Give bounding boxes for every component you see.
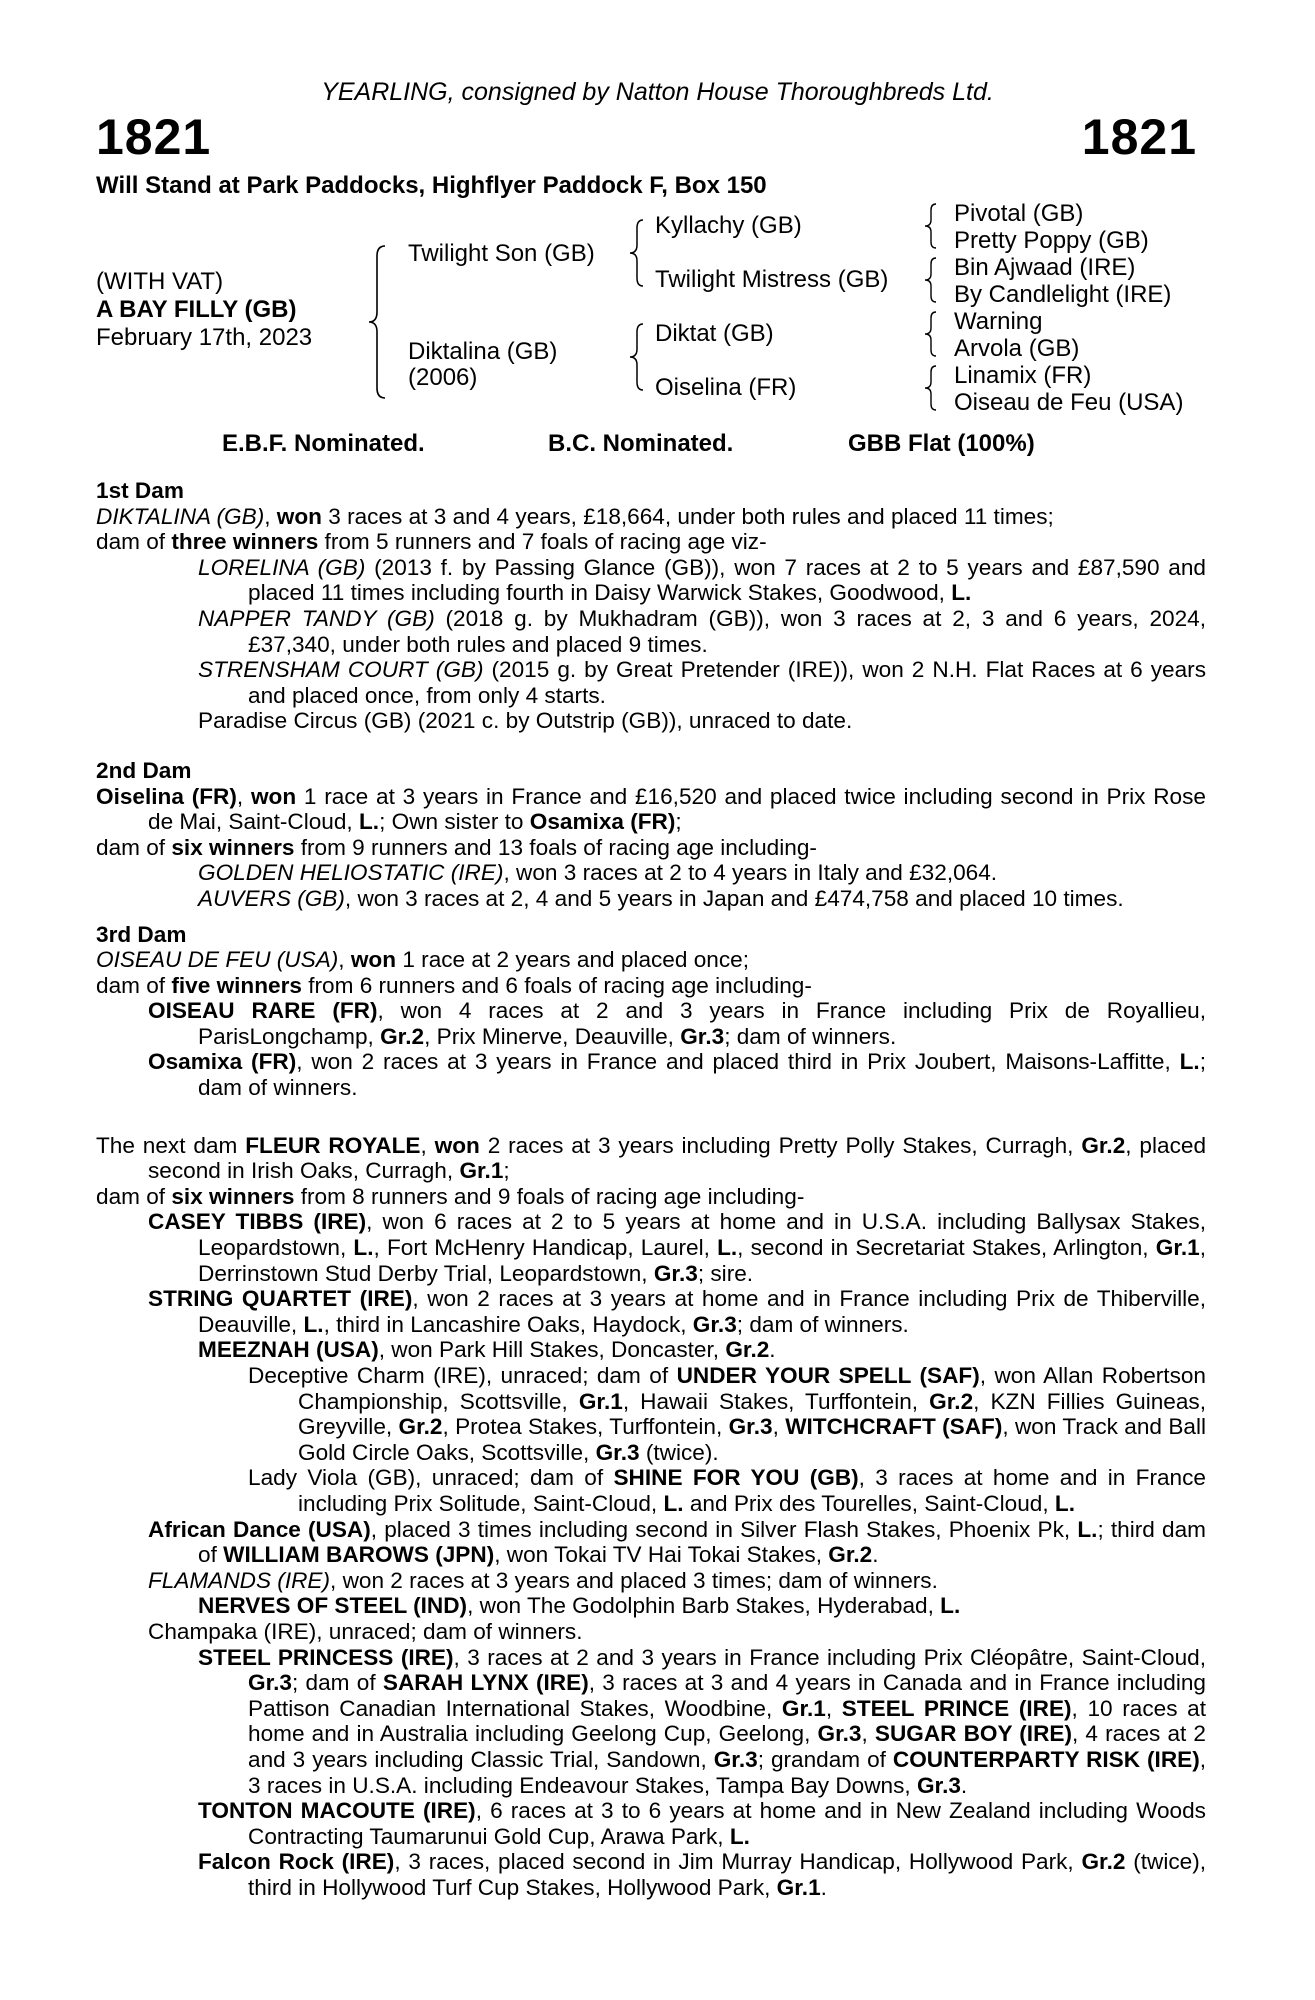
progeny-name: STEEL PRINCESS (IRE) — [198, 1644, 454, 1670]
text-fragment: ; sire. — [697, 1260, 754, 1286]
gbb-flat: GBB Flat (100%) — [848, 430, 1035, 457]
dam-year: (2006) — [408, 364, 478, 391]
text-fragment: , 3 races at 3 and 4 years in Canada and in France including Pattison Canadian International Stakes, Woodbine, — [248, 1670, 1206, 1721]
text-fragment: (twice), third in Hollywood Turf Cup Stakes, Hollywood Park, — [248, 1849, 1207, 1900]
text-fragment: (2015 g. by Great Pretender (IRE)), won 2 N.H. Flat Races at 6 years and placed once, from only 4 starts. — [248, 657, 1206, 708]
grade-label: Gr.1 — [1155, 1235, 1200, 1261]
text-fragment: . — [872, 1542, 879, 1568]
next-dam-line-1 — [96, 1133, 1206, 1184]
produce-tonton-macoute — [96, 1798, 1206, 1849]
progeny-name: Falcon Rock (IRE) — [198, 1849, 395, 1875]
dam-name: Diktalina (GB) — [408, 338, 558, 365]
next-dam-name: FLEUR ROYALE — [245, 1132, 421, 1158]
text-fragment: , third in Lancashire Oaks, Haydock, — [323, 1311, 693, 1337]
text-fragment: and Prix des Tourelles, Saint-Cloud, — [683, 1490, 1055, 1516]
produce-lorelina — [96, 555, 1206, 606]
text-fragment: , Protea Stakes, Turffontein, — [442, 1414, 729, 1440]
gen3-pretty-poppy: Pretty Poppy (GB) — [954, 227, 1149, 254]
gen3-arvola: Arvola (GB) — [954, 335, 1080, 362]
text-fragment: , — [420, 1132, 435, 1158]
progeny-name: SHINE FOR YOU (GB) — [613, 1465, 859, 1491]
second-dam-line-2 — [96, 835, 1206, 861]
listed-label: L. — [303, 1311, 324, 1337]
text-fragment: , won 6 races at 2 to 5 years at home and in U.S.A. including Ballysax Stakes, Leopardstown, — [198, 1209, 1206, 1261]
second-dam-line-1 — [96, 784, 1206, 835]
sister-name: Osamixa (FR) — [529, 809, 676, 835]
produce-champaka: Champaka (IRE), unraced; dam of winners. — [148, 1618, 583, 1644]
winners-count: six winners — [171, 1183, 295, 1209]
grade-label: Gr.3 — [692, 1311, 737, 1337]
text-fragment: , — [338, 947, 351, 973]
brace-gen3-1 — [922, 202, 938, 250]
listed-label: L. — [663, 1490, 684, 1516]
text-fragment: , won Allan Robertson Championship, Scottsville, — [298, 1363, 1206, 1414]
sire-dam: Twilight Mistress (GB) — [655, 266, 889, 293]
grade-label: Gr.2 — [1081, 1132, 1126, 1158]
text-fragment: , 3 races at home and in France including Prix Solitude, Saint-Cloud, — [298, 1465, 1206, 1516]
second-dam-name: Oiselina (FR) — [96, 783, 237, 809]
progeny-name: UNDER YOUR SPELL (SAF) — [676, 1363, 980, 1388]
text-fragment: ; dam of winners. — [736, 1311, 909, 1337]
produce-napper-tandy — [96, 606, 1206, 657]
text-fragment: , KZN Fillies Guineas, Greyville, — [298, 1388, 1206, 1440]
grade-label: Gr.2 — [725, 1337, 770, 1363]
grade-label: Gr.2 — [1081, 1849, 1126, 1875]
text-fragment: , 10 races at home and in Australia including Geelong Cup, Geelong, — [248, 1695, 1206, 1747]
brace-sire — [627, 218, 645, 288]
text-fragment: The next dam — [96, 1132, 246, 1158]
listed-label: L. — [951, 580, 972, 606]
gen3-warning: Warning — [954, 308, 1043, 335]
text-fragment: Lady Viola (GB), unraced; dam of — [248, 1465, 614, 1491]
gen3-oiseau-de-feu: Oiseau de Feu (USA) — [954, 389, 1184, 416]
produce-lady-viola — [96, 1465, 1206, 1516]
text-fragment: , 6 races at 3 to 6 years at home and in New Zealand including Woods Contracting Taumarunui Gold Cup, Arawa Park, — [248, 1798, 1206, 1849]
text-fragment: , Prix Minerve, Deauville, — [424, 1023, 681, 1049]
first-dam-line-1 — [96, 504, 1206, 530]
won-label: won — [350, 947, 397, 973]
grade-label: Gr.1 — [578, 1388, 623, 1414]
text-fragment: ; — [503, 1158, 510, 1184]
grade-label: Gr.3 — [713, 1746, 758, 1772]
text-fragment: , won Track and Ball Gold Circle Oaks, Scottsville, — [298, 1414, 1206, 1465]
lot-number-right: 1821 — [1081, 109, 1197, 165]
progeny-name: WITCHCRAFT (SAF) — [785, 1414, 1003, 1440]
brace-gen3-3 — [922, 310, 938, 358]
progeny-name: STRENSHAM COURT (GB) — [198, 657, 484, 683]
gen3-linamix: Linamix (FR) — [954, 362, 1092, 389]
text-fragment: , placed 3 times including second in Silver Flash Stakes, Phoenix Pk, — [370, 1516, 1078, 1542]
ebf-nomination: E.B.F. Nominated. — [222, 430, 425, 457]
listed-label: L. — [1054, 1490, 1075, 1516]
stand-location: Will Stand at Park Paddocks, Highflyer Paddock F, Box 150 — [96, 172, 767, 199]
produce-oiseau-rare — [96, 998, 1206, 1049]
sire-sire: Kyllachy (GB) — [655, 212, 802, 239]
grade-label: Gr.2 — [380, 1023, 425, 1049]
grade-label: Gr.1 — [776, 1874, 821, 1900]
grade-label: Gr.3 — [595, 1439, 640, 1465]
text-fragment: 1 race at 3 years in France and £16,520 and placed twice including second in Prix Rose de Mai, Saint-Cloud, — [148, 783, 1206, 835]
winners-count: six winners — [171, 834, 295, 860]
grade-label: Gr.3 — [728, 1414, 773, 1440]
text-fragment: , won 3 races at 2, 4 and 5 years in Japan and £474,758 and placed 10 times. — [344, 885, 1124, 911]
produce-casey-tibbs — [96, 1209, 1206, 1286]
produce-string-quartet — [96, 1286, 1206, 1337]
text-fragment: ; Own sister to — [379, 809, 530, 835]
listed-label: L. — [717, 1235, 738, 1261]
produce-steel-princess — [96, 1645, 1206, 1799]
progeny-name: WILLIAM BAROWS (JPN) — [223, 1542, 495, 1568]
text-fragment: dam of — [96, 972, 172, 998]
text-fragment: , placed second in Irish Oaks, Curragh, — [148, 1132, 1207, 1184]
text-fragment: ; dam of winners. — [198, 1049, 1206, 1101]
grade-label: Gr.1 — [781, 1695, 826, 1721]
progeny-name: GOLDEN HELIOSTATIC (IRE) — [198, 860, 504, 886]
listed-label: L. — [1077, 1516, 1098, 1542]
listed-label: L. — [729, 1823, 750, 1849]
produce-nerves-of-steel — [96, 1593, 1206, 1619]
gen3-bin-ajwaad: Bin Ajwaad (IRE) — [954, 254, 1136, 281]
progeny-name: MEEZNAH (USA) — [198, 1337, 379, 1363]
listed-label: L. — [940, 1593, 961, 1619]
bc-nomination: B.C. Nominated. — [548, 430, 734, 457]
produce-auvers — [96, 886, 1206, 912]
progeny-name: TONTON MACOUTE (IRE) — [198, 1798, 476, 1824]
listed-label: L. — [1179, 1049, 1200, 1075]
grade-label: Gr.2 — [929, 1388, 974, 1414]
text-fragment: from 6 runners and 6 foals of racing age including- — [301, 972, 812, 998]
text-fragment: , won Park Hill Stakes, Doncaster, — [378, 1337, 726, 1363]
text-fragment: , — [861, 1721, 875, 1747]
progeny-name: COUNTERPARTY RISK (IRE) — [892, 1746, 1200, 1772]
text-fragment: . — [960, 1772, 968, 1798]
progeny-name: SUGAR BOY (IRE) — [874, 1721, 1072, 1747]
produce-record — [96, 478, 1206, 1900]
text-fragment: ; third dam of — [198, 1516, 1206, 1568]
grade-label: Gr.3 — [680, 1023, 725, 1049]
text-fragment: , — [825, 1695, 842, 1721]
progeny-name: OISEAU RARE (FR) — [148, 998, 378, 1024]
progeny-name: Osamixa (FR) — [148, 1049, 297, 1075]
grade-label: Gr.2 — [398, 1414, 443, 1440]
vat-note: (WITH VAT) — [96, 268, 224, 295]
text-fragment: 2 races at 3 years including Pretty Polly Stakes, Curragh, — [479, 1132, 1082, 1158]
brace-gen3-4 — [922, 364, 938, 412]
text-fragment: , — [236, 783, 251, 809]
progeny-name: FLAMANDS (IRE) — [148, 1567, 331, 1593]
text-fragment: , second in Secretariat Stakes, Arlington, — [737, 1235, 1156, 1261]
text-fragment: , — [264, 503, 277, 529]
text-fragment: (2013 f. by Passing Glance (GB)), won 7 races at 2 to 5 years and £87,590 and placed 11 times including fourth in Daisy Warwick Stakes, Goodwood, — [248, 554, 1206, 606]
text-fragment: , Hawaii Stakes, Turffontein, — [622, 1388, 930, 1414]
text-fragment: Deceptive Charm (IRE), unraced; dam of — [248, 1363, 677, 1388]
grade-label: Gr.2 — [828, 1542, 873, 1568]
gen3-pivotal: Pivotal (GB) — [954, 200, 1084, 227]
text-fragment: (2018 g. by Mukhadram (GB)), won 3 races at 2, 3 and 6 years, 2024, £37,340, under both rules and placed 9 times. — [248, 605, 1206, 657]
produce-african-dance — [96, 1517, 1206, 1568]
progeny-name: NAPPER TANDY (GB) — [198, 605, 435, 631]
produce-strensham-court — [96, 657, 1206, 708]
sire-name: Twilight Son (GB) — [408, 240, 595, 267]
progeny-name: SARAH LYNX (IRE) — [382, 1670, 589, 1696]
gen3-by-candlelight: By Candlelight (IRE) — [954, 281, 1172, 308]
text-fragment: , won 2 races at 3 years in France and placed third in Prix Joubert, Maisons-Laffitte, — [296, 1049, 1180, 1075]
progeny-name: LORELINA (GB) — [198, 554, 366, 580]
next-dam-line-2 — [96, 1184, 1206, 1210]
listed-label: L. — [358, 809, 380, 835]
text-fragment: ; dam of winners. — [724, 1023, 897, 1049]
dam-sire: Diktat (GB) — [655, 320, 774, 347]
produce-meeznah — [96, 1337, 1206, 1363]
pedigree-table — [0, 200, 1315, 430]
produce-flamands — [96, 1568, 1206, 1594]
won-label: won — [250, 783, 297, 809]
progeny-name: NERVES OF STEEL (IND) — [198, 1593, 468, 1619]
produce-golden-heliostatic — [96, 860, 1206, 886]
text-fragment: , 3 races in U.S.A. including Endeavour Stakes, Tampa Bay Downs, — [248, 1746, 1207, 1798]
progeny-name: STEEL PRINCE (IRE) — [841, 1695, 1072, 1721]
third-dam-name: OISEAU DE FEU (USA) — [96, 947, 339, 973]
third-dam-line-1 — [96, 947, 1206, 973]
grade-label: Gr.3 — [653, 1260, 698, 1286]
produce-paradise-circus: Paradise Circus (GB) (2021 c. by Outstrip (GB)), unraced to date. — [198, 708, 853, 734]
text-fragment: , won 4 races at 2 and 3 years in France including Prix de Royallieu, ParisLongchamp, — [198, 998, 1206, 1049]
progeny-name: STRING QUARTET (IRE) — [148, 1286, 413, 1312]
text-fragment: , 4 races at 2 and 3 years including Classic Trial, Sandown, — [248, 1721, 1206, 1772]
text-fragment: ; — [675, 809, 682, 835]
brace-main — [365, 244, 387, 400]
text-fragment: 1 race at 2 years and placed once; — [396, 947, 749, 973]
winners-count: three winners — [171, 529, 319, 555]
text-fragment: , won 3 races at 2 to 4 years in Italy and £32,064. — [503, 860, 998, 886]
text-fragment: , 3 races, placed second in Jim Murray Handicap, Hollywood Park, — [394, 1849, 1082, 1875]
horse-name: A BAY FILLY (GB) — [96, 296, 297, 323]
progeny-name: African Dance (USA) — [148, 1516, 371, 1542]
winners-count: five winners — [171, 972, 302, 998]
text-fragment: , Derrinstown Stud Derby Trial, Leopardstown, — [198, 1235, 1207, 1286]
text-fragment: from 9 runners and 13 foals of racing age including- — [294, 834, 817, 860]
produce-falcon-rock — [96, 1849, 1206, 1900]
lot-number-left: 1821 — [96, 109, 212, 165]
progeny-name: AUVERS (GB) — [198, 885, 345, 911]
dam-dam: Oiselina (FR) — [655, 374, 797, 401]
won-label: won — [276, 503, 322, 529]
grade-label: Gr.3 — [817, 1721, 862, 1747]
second-dam-heading: 2nd Dam — [96, 757, 192, 783]
text-fragment: , won The Godolphin Barb Stakes, Hyderabad, — [467, 1593, 941, 1619]
text-fragment: ; dam of — [291, 1670, 383, 1696]
first-dam-line-2 — [96, 529, 1206, 555]
text-fragment: ; grandam of — [757, 1746, 893, 1772]
progeny-name: CASEY TIBBS (IRE) — [148, 1209, 367, 1235]
brace-gen3-2 — [922, 256, 938, 304]
third-dam-heading: 3rd Dam — [96, 921, 187, 947]
text-fragment: dam of — [96, 529, 172, 555]
first-dam-name: DIKTALINA (GB) — [96, 503, 265, 529]
text-fragment: 3 races at 3 and 4 years, £18,664, under both rules and placed 11 times; — [321, 503, 1054, 529]
listed-label: L. — [353, 1235, 374, 1261]
consignor-line: YEARLING, consigned by Natton House Thoroughbreds Ltd. — [321, 78, 994, 106]
text-fragment: dam of — [96, 834, 172, 860]
grade-label: Gr.3 — [248, 1670, 292, 1696]
produce-osamixa — [96, 1049, 1206, 1100]
text-fragment: from 8 runners and 9 foals of racing age including- — [294, 1183, 805, 1209]
produce-deceptive-charm — [96, 1363, 1206, 1465]
text-fragment: , won 2 races at 3 years and placed 3 times; dam of winners. — [330, 1567, 938, 1593]
text-fragment: dam of — [96, 1183, 172, 1209]
text-fragment: , — [772, 1414, 786, 1440]
text-fragment: , Fort McHenry Handicap, Laurel, — [373, 1235, 718, 1261]
first-dam-heading: 1st Dam — [96, 478, 184, 503]
foaling-date: February 17th, 2023 — [96, 324, 313, 351]
text-fragment: from 5 runners and 7 foals of racing age viz- — [318, 529, 767, 555]
text-fragment: , won Tokai TV Hai Tokai Stakes, — [494, 1542, 829, 1568]
text-fragment: , won 2 races at 3 years at home and in France including Prix de Thiberville, Deauville, — [198, 1286, 1206, 1337]
won-label: won — [434, 1132, 480, 1158]
text-fragment: , 3 races at 2 and 3 years in France including Prix Cléopâtre, Saint-Cloud, — [453, 1644, 1206, 1670]
text-fragment: (twice). — [639, 1439, 719, 1465]
text-fragment: . — [820, 1874, 827, 1900]
text-fragment: . — [769, 1337, 776, 1363]
third-dam-line-2 — [96, 973, 1206, 999]
brace-dam — [627, 322, 645, 392]
grade-label: Gr.3 — [916, 1772, 961, 1798]
grade-label: Gr.1 — [459, 1158, 504, 1184]
